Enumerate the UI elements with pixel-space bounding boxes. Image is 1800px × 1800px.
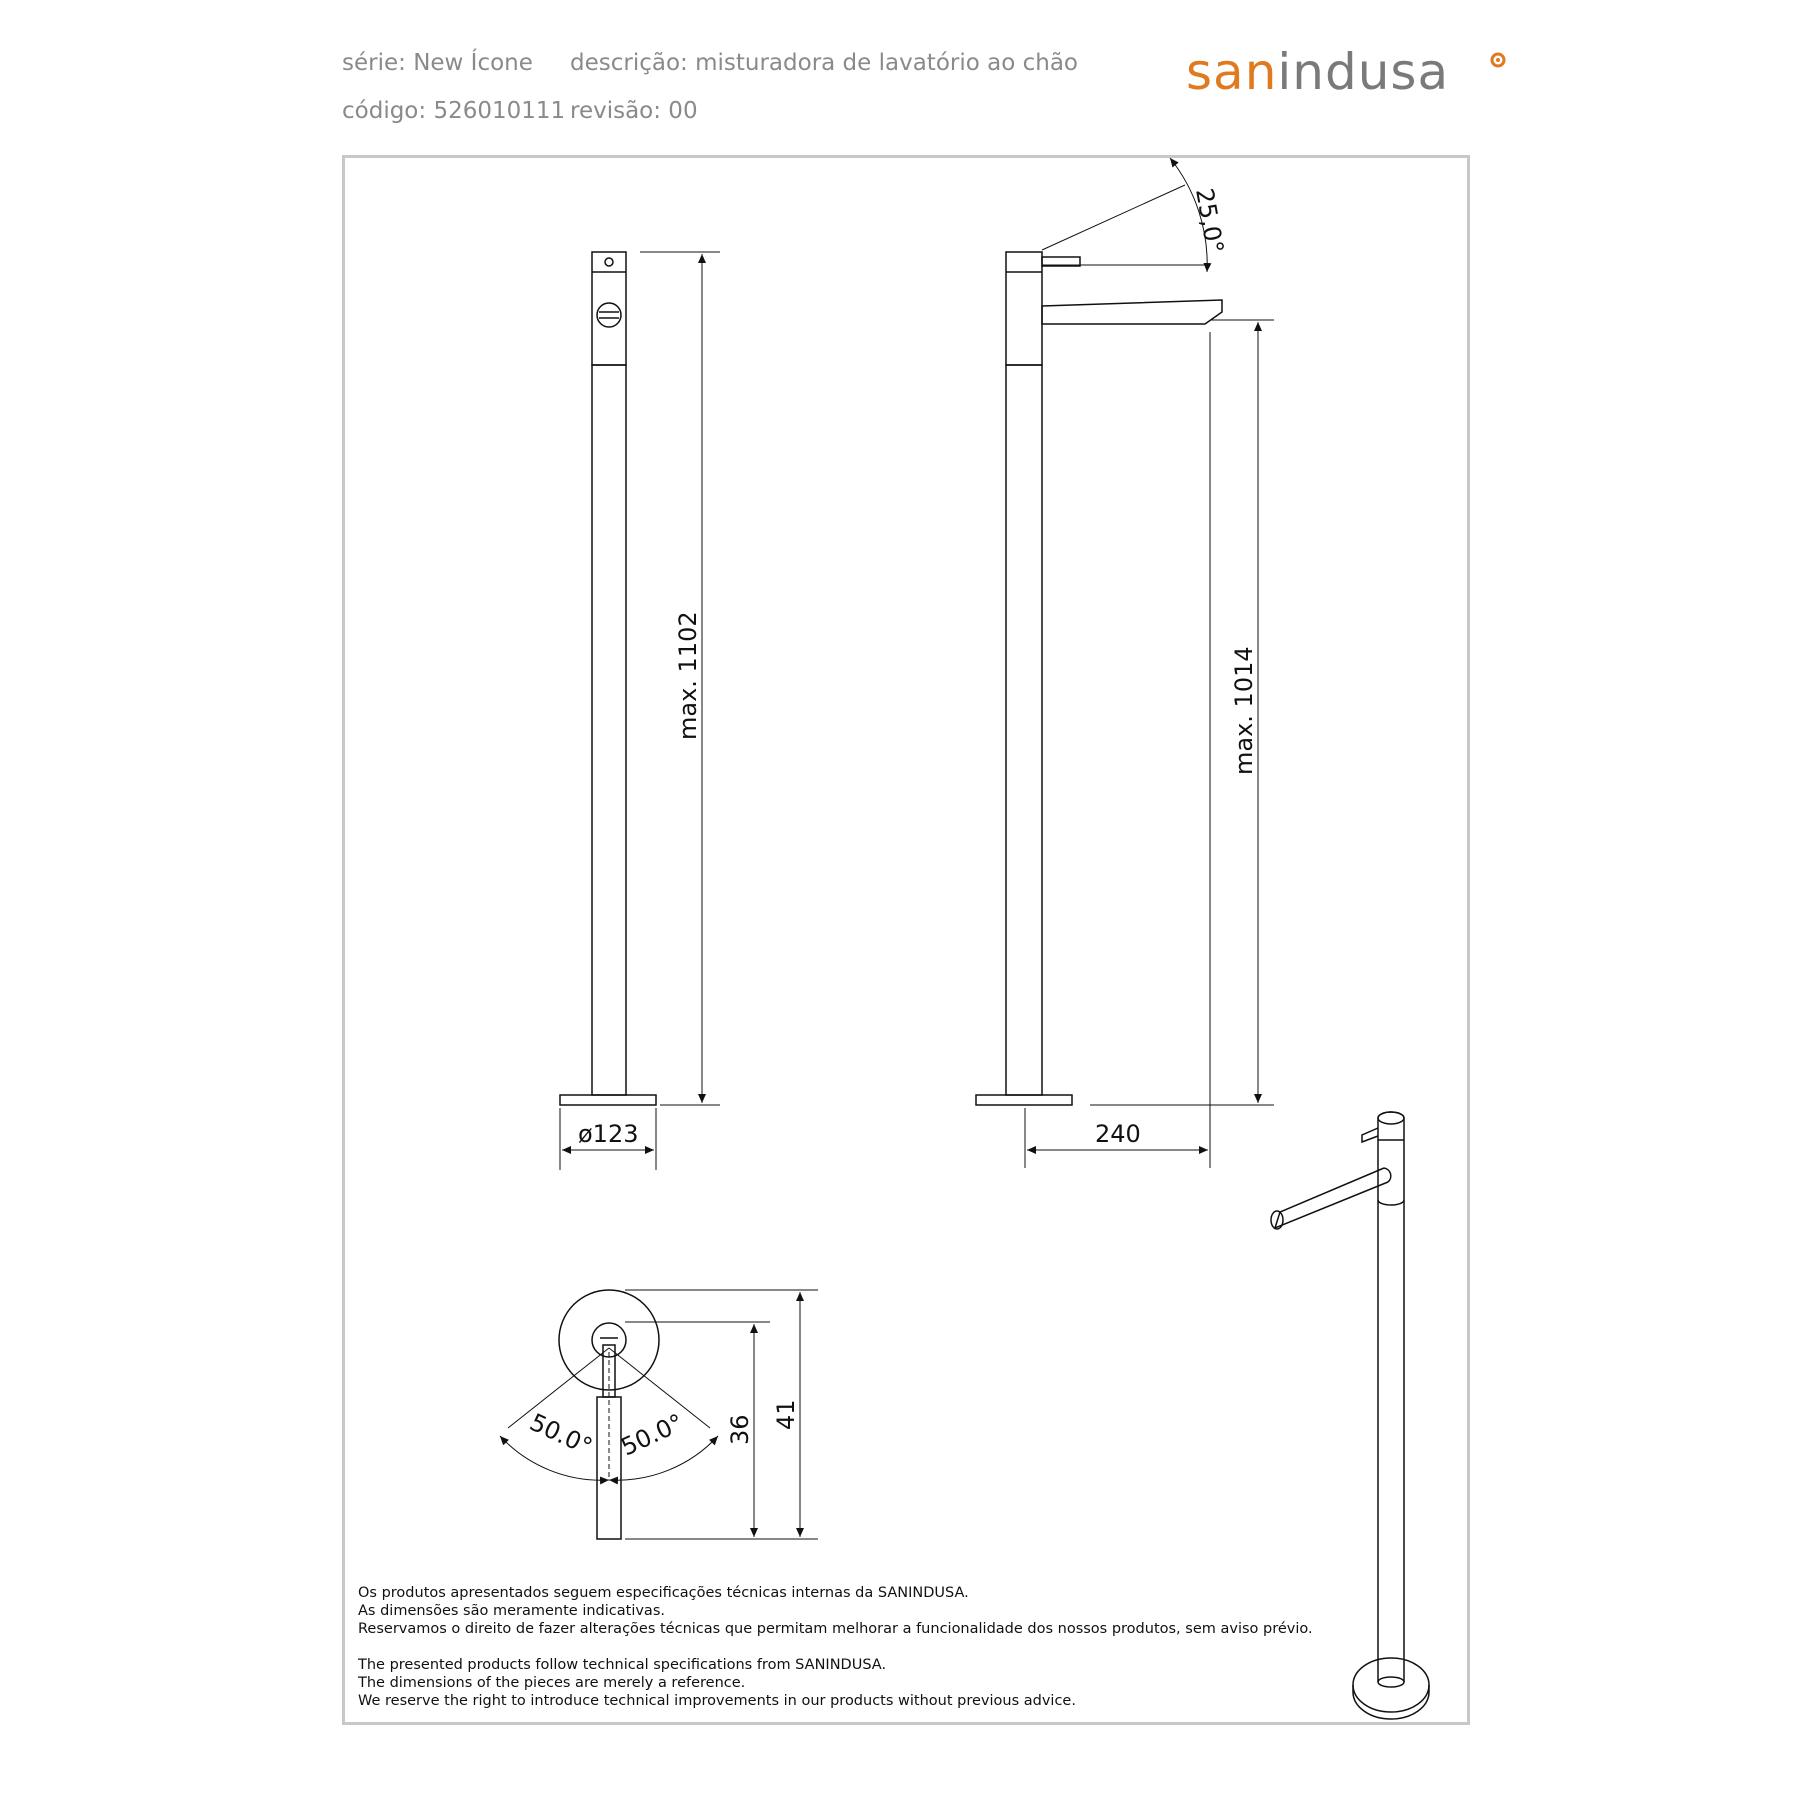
note-en-line: We reserve the right to introduce technical improvements in our products without previous advice. — [358, 1693, 1076, 1709]
note-pt-line: As dimensões são meramente indicativas. — [358, 1603, 665, 1619]
dim-base-diameter: ø123 — [578, 1120, 639, 1148]
note-pt-line: Os produtos apresentados seguem especificações técnicas internas da SANINDUSA. — [358, 1585, 969, 1601]
note-en-line: The dimensions of the pieces are merely a reference. — [358, 1675, 746, 1691]
dim-rotation-right: 50.0° — [616, 1408, 688, 1462]
dim-lever-angle: 25,0° — [1190, 186, 1230, 256]
note-pt-line: Reservamos o direito de fazer alterações técnicas que permitam melhorar a funcionalidade dos nossos produtos, sem aviso prévio. — [358, 1621, 1313, 1637]
logo-part-indusa: indusa — [1277, 43, 1450, 101]
dim-height-side: max. 1014 — [1230, 646, 1258, 775]
revisao-label: revisão: 00 — [570, 98, 698, 124]
codigo-label: código: 526010111 — [342, 98, 566, 124]
front-view-faucet — [560, 252, 656, 1105]
serie-label: série: New Ícone — [342, 50, 533, 76]
side-view-faucet — [976, 252, 1222, 1105]
descricao-label: descrição: misturadora de lavatório ao chão — [570, 50, 1078, 76]
dim-top-outer: 41 — [772, 1399, 800, 1430]
notes-pt — [358, 1584, 1313, 1638]
dim-rotation-left: 50.0° — [525, 1408, 597, 1462]
note-en-line: The presented products follow technical specifications from SANINDUSA. — [358, 1657, 887, 1673]
notes-en — [358, 1656, 1076, 1710]
logo-part-san: san — [1186, 43, 1278, 101]
dim-height-front: max. 1102 — [674, 611, 702, 740]
dim-top-inner: 36 — [726, 1414, 754, 1445]
top-view-faucet — [559, 1290, 659, 1539]
dim-spout-reach: 240 — [1095, 1120, 1141, 1148]
